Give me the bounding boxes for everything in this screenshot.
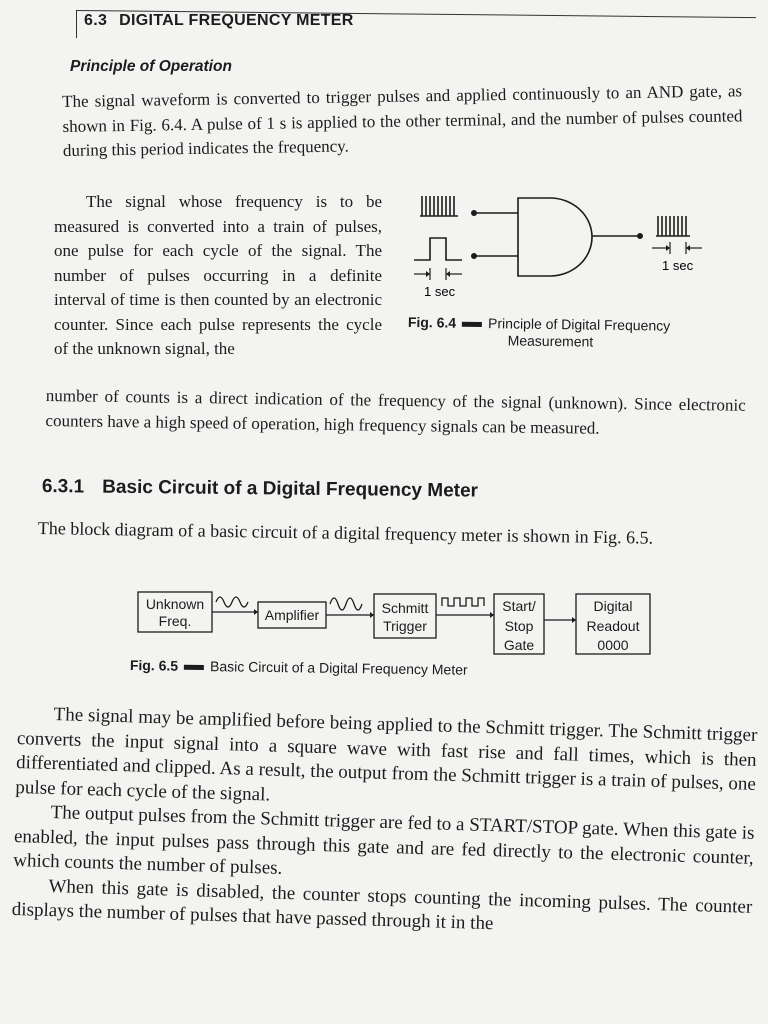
readout-value: 0000: [597, 637, 629, 653]
freq-label: Freq.: [158, 613, 192, 629]
fig-6-4-label: Fig. 6.4: [407, 314, 457, 331]
output-pulse-train: [656, 216, 690, 236]
fig-6-5-caption-text: Basic Circuit of a Digital Frequency Meter: [210, 658, 468, 678]
schmitt-label: Schmitt: [381, 600, 429, 616]
principle-heading: Principle of Operation: [70, 58, 232, 75]
sine-wave-amplified: [330, 598, 362, 610]
output-interval-label: 1 sec: [662, 258, 694, 273]
fig-6-5-caption: [130, 657, 468, 678]
sine-wave-input: [216, 597, 248, 607]
paragraph-gate-disabled: When this gate is disabled, the counter stops counting the incoming pulses. The counter displays the number of pulses that have passed through it in the: [11, 875, 753, 935]
and-gate-symbol: [518, 198, 592, 276]
stop-label: Stop: [504, 618, 534, 634]
subsection-heading: [42, 476, 478, 503]
fig-6-4-caption-text: Principle of Digital Frequency: [488, 315, 671, 334]
caption-bar-icon: [462, 322, 482, 327]
input-interval-label: 1 sec: [424, 284, 456, 299]
digital-label: Digital: [593, 598, 633, 614]
section-title: DIGITAL FREQUENCY METER: [119, 12, 354, 29]
section-number: 6.3: [84, 12, 108, 29]
paragraph-schmitt: The signal may be amplified before being applied to the Schmitt trigger. The Schmitt trigger converts the input signal into a square wave with fast rise and fall times, which is then differentiated and clipped. As a result, the output from the Schmitt trigger is a train of pulses, one pulse for each cycle of the signal.: [15, 704, 758, 806]
gating-pulse: [414, 238, 462, 260]
amplifier-label: Amplifier: [264, 607, 320, 623]
fig-6-4-caption: [408, 314, 758, 353]
square-wave: [442, 598, 484, 606]
paragraph-operation: [11, 702, 757, 944]
paragraph-principle: The signal waveform is converted to trigger pulses and applied continuously to an AND gate, as shown in Fig. 6.4. A pulse of 1 s is applied to the other terminal, and the number of pulses counted during this period indicates the frequency.: [62, 81, 743, 160]
start-label: Start/: [502, 598, 536, 614]
fig-6-4-caption-line2: Measurement: [507, 332, 594, 350]
paragraph-pulse-train: The signal whose frequency is to be measured is converted into a train of pulses, one pulse for each cycle of the signal. The number of pulses occurring in a definite interval of time is then counted by an electronic counter. Since each pulse represents the cycle of the unknown signal, the: [54, 192, 382, 358]
fig-6-5-label: Fig. 6.5: [129, 657, 179, 674]
caption-bar-icon: [184, 665, 204, 670]
fig-6-4-and-gate-diagram: [400, 190, 740, 305]
subsection-title: Basic Circuit of a Digital Frequency Meter: [102, 476, 479, 502]
gate-label: Gate: [503, 637, 535, 653]
section-heading: [84, 12, 354, 30]
input-pulse-train: [420, 196, 458, 216]
readout-label: Readout: [586, 618, 640, 634]
paragraph-block-diagram-intro: The block diagram of a basic circuit of a digital frequency meter is shown in Fig. 6.5.: [37, 517, 654, 548]
unknown-label: Unknown: [145, 596, 205, 612]
section-box-edge: [76, 10, 77, 38]
paragraph-gate-enabled: The output pulses from the Schmitt trigger are fed to a START/STOP gate. When this gate is enabled, the input pulses pass through this gate and are fed directly to the electronic counter, which counts the number of pulses.: [12, 802, 755, 879]
paragraph-count-indication: number of counts is a direct indication of the frequency of the signal (unknown). Since electronic counters have a high speed of operation, high frequency signals can be measured.: [45, 385, 746, 438]
subsection-number: 6.3.1: [41, 476, 85, 498]
trigger-label: Trigger: [383, 618, 427, 634]
fig-6-5-block-diagram: [130, 586, 660, 658]
